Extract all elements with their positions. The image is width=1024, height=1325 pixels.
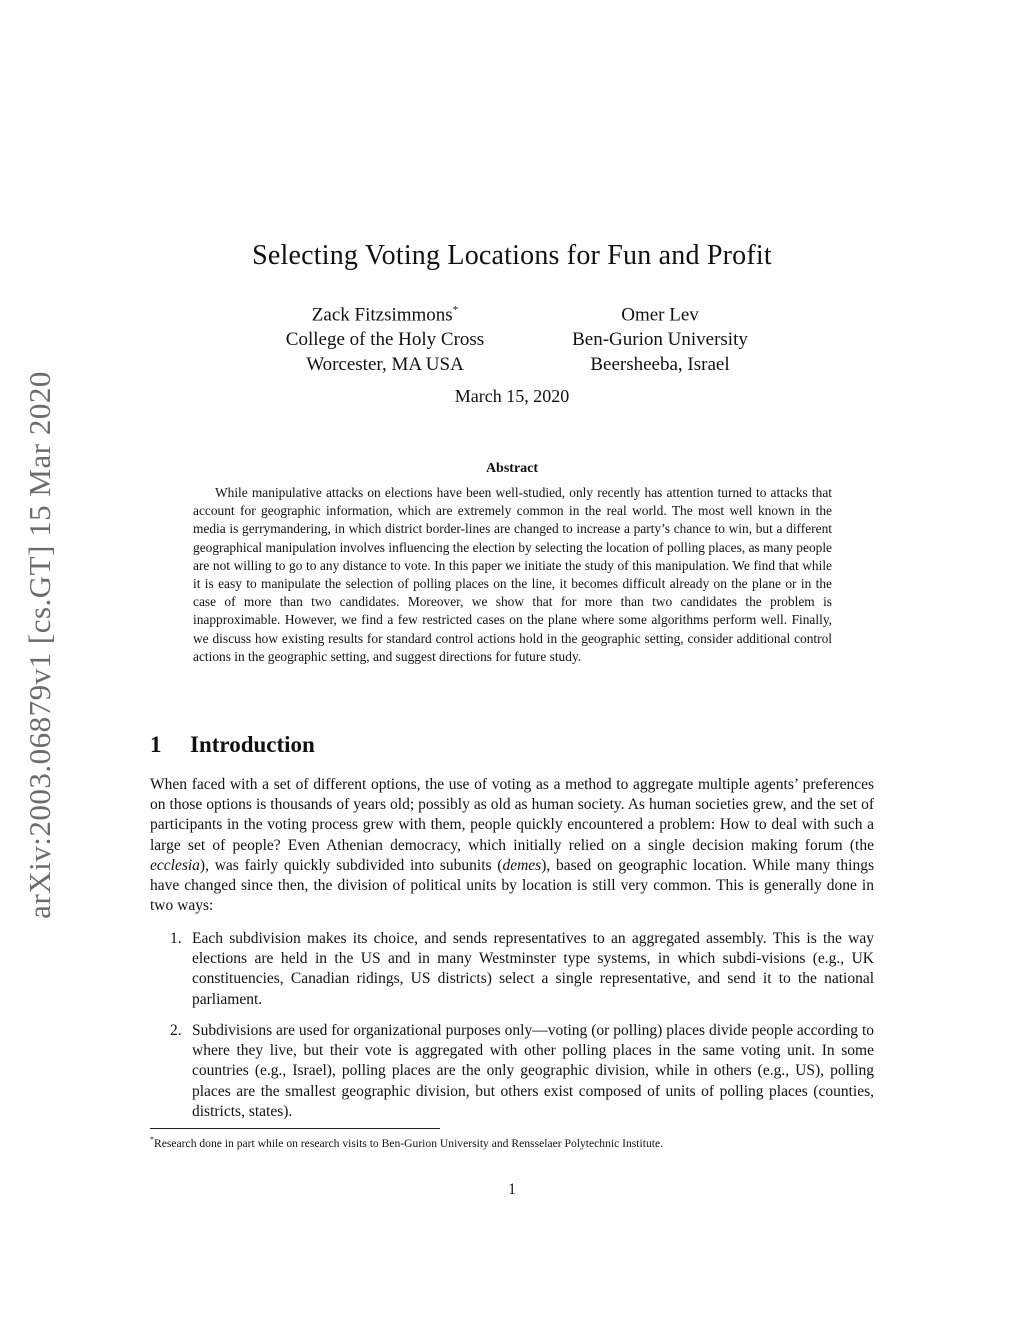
list-marker: 1.	[170, 930, 182, 947]
footnote-mark: *	[150, 1135, 154, 1144]
author-affiliation: College of the Holy Cross	[285, 329, 485, 351]
paper-title: Selecting Voting Locations for Fun and Profit	[252, 240, 772, 271]
author-name: Zack Fitzsimmons*	[311, 304, 459, 326]
section-heading	[150, 732, 315, 758]
list-marker: 2.	[170, 1022, 182, 1039]
author-location: Worcester, MA USA	[306, 354, 464, 376]
author-affiliation: Ben-Gurion University	[572, 329, 748, 351]
author-block	[530, 298, 790, 377]
list-item	[170, 929, 874, 1010]
list-item-text: Each subdivision makes its choice, and sends representatives to an aggregated assembly. This is the way elections are held in the US and in many Westminster type systems, in which subdi-visions (e.g., UK constituencies, Canadian ridings, US districts) select a single representative, and send it to the national parliament.	[192, 930, 874, 1008]
abstract-text: While manipulative attacks on elections have been well-studied, only recently has attention turned to attacks that account for geographic information, which are extremely common in the real world. The most well known in the media is gerrymandering, in which district border-lines are changed to increase a party’s chance to win, but a different geographical manipulation involves influencing the election by selecting the location of polling places, as many people are not willing to go to any distance to vote. In this paper we initiate the study of this manipulation. We find that while it is easy to manipulate the selection of polling places on the line, it becomes difficult already on the plane or in the case of more than two candidates. Moreover, we show that for more than two candidates the problem is inapproximable. However, we find a few restricted cases on the plane where some algorithms perform well. Finally, we discuss how existing results for standard control actions hold in the geographic setting, consider additional control actions in the geographic setting, and suggest directions for future study.	[193, 485, 832, 664]
list-item-text: Subdivisions are used for organizational purposes only—voting (or polling) places divide people according to where they live, but their vote is aggregated with other polling places in the same voting unit. In some countries (e.g., Israel), polling places are the only geographic division, while in others (e.g., US), polling places are the smallest geographic division, but others exist composed of units of polling places (counties, districts, states).	[192, 1022, 874, 1120]
list-item	[170, 1021, 874, 1122]
author-location: Beersheeba, Israel	[590, 354, 730, 376]
paper-date: March 15, 2020	[454, 386, 570, 406]
footnote-divider	[150, 1128, 440, 1129]
footnote-mark: *	[452, 304, 459, 316]
author-name: Omer Lev	[621, 304, 699, 326]
italic-term: demes	[502, 856, 542, 874]
italic-term: ecclesia	[150, 856, 200, 874]
footnote	[150, 1132, 874, 1151]
author-block	[255, 298, 515, 377]
section-number: 1	[150, 732, 162, 757]
arxiv-identifier-stamp: arXiv:2003.06879v1 [cs.GT] 15 Mar 2020	[22, 371, 57, 919]
abstract-heading: Abstract	[485, 461, 539, 476]
intro-paragraph: When faced with a set of different options, the use of voting as a method to aggregate multiple agents’ preferences on those options is thousands of years old; possibly as old as human society. As human societies grew, and the set of participants in the voting process grew with them, people quickly encountered a problem: How to deal with such a large set of people? Even Athenian democracy, which initially relied on a single decision making forum (the ecclesia), was fairly quickly subdivided into subunits (demes), based on geographic location. While many things have changed since then, the division of political units by location is still very common. This is generally done in two ways:	[150, 776, 874, 915]
section-title: Introduction	[190, 732, 315, 757]
footnote-text: Research done in part while on research visits to Ben-Gurion University and Rensselaer Polytechnic Institute.	[154, 1136, 664, 1150]
page-number: 1	[508, 1181, 516, 1198]
